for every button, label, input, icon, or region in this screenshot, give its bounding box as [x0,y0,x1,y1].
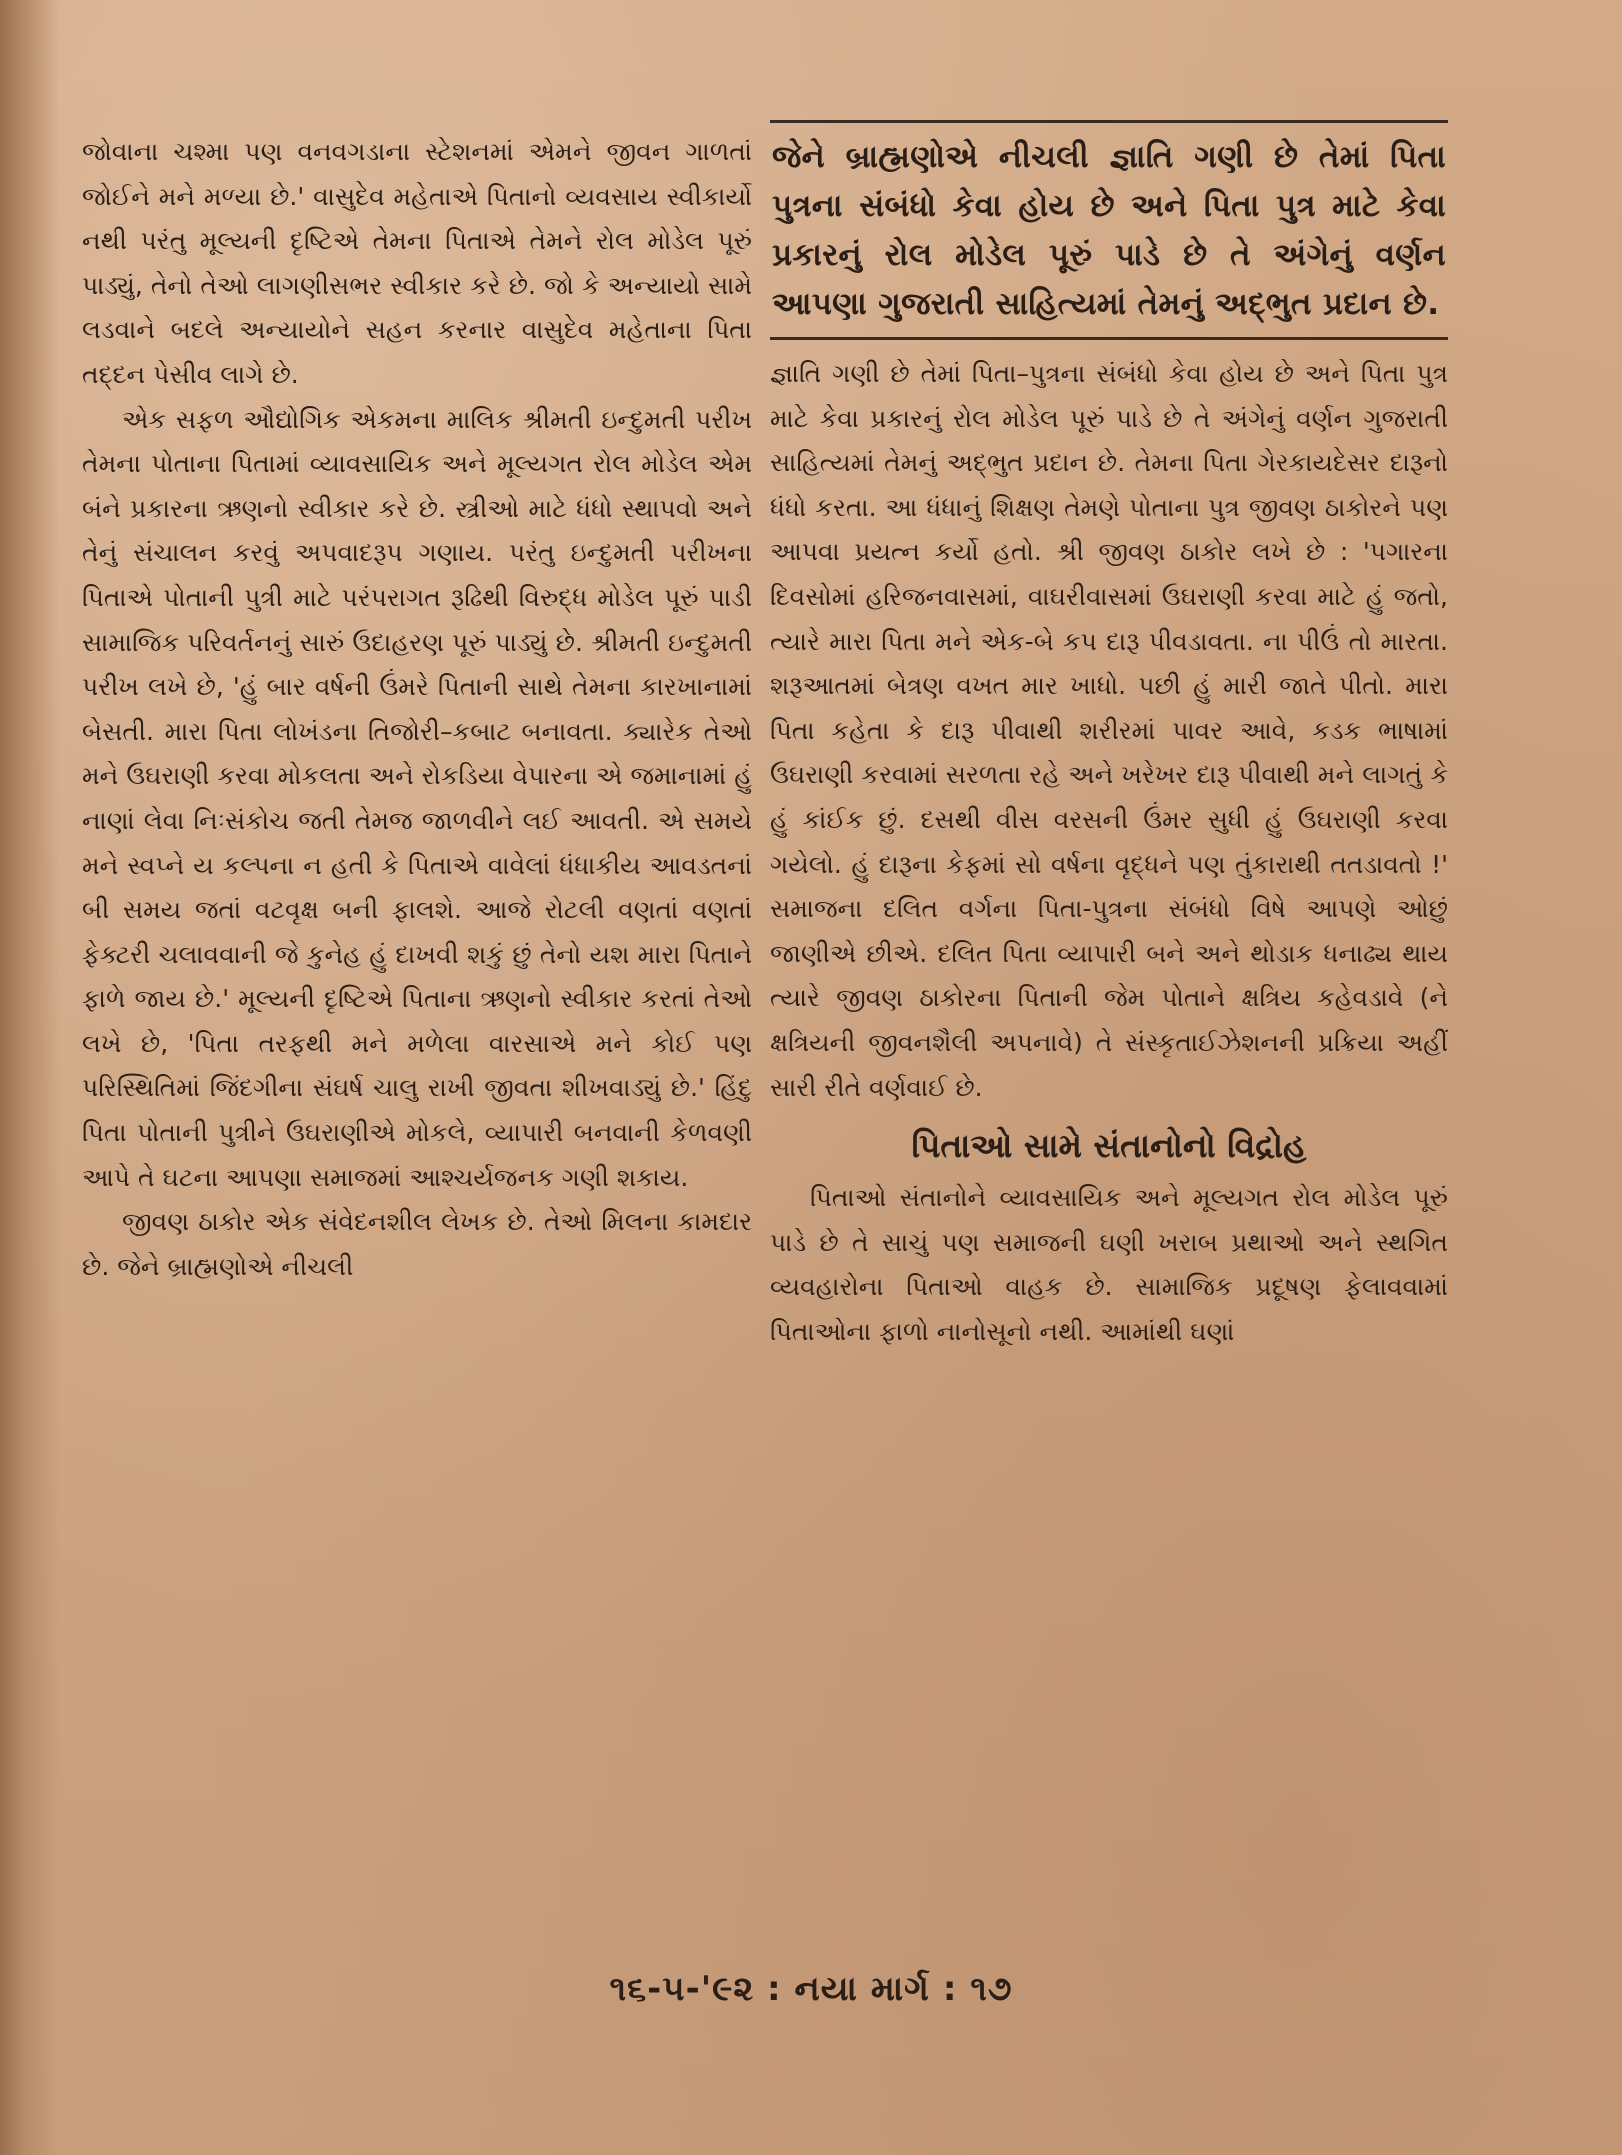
left-paragraph-3: જીવણ ઠાકોર એક સંવેદનશીલ લેખક છે. તેઓ મિલના કામદાર છે. જેને બ્રાહ્મણોએ નીચલી [82,1207,752,1281]
right-column [770,120,1448,1990]
left-paragraph-2: એક સફળ ઔદ્યોગિક એકમના માલિક શ્રીમતી ઇન્દુમતી પરીખ તેમના પોતાના પિતામાં વ્યાવસાયિક અને મૂલ્યગત રોલ મોડેલ એમ બંને પ્રકારના ઋણનો સ્વીકાર કરે છે. સ્ત્રીઓ માટે ધંધો સ્થાપવો અને તેનું સંચાલન કરવું અપવાદરૂપ ગણાય. પરંતુ ઇન્દુમતી પરીખના પિતાએ પોતાની પુત્રી માટે પરંપરાગત રૂઢિથી વિરુદ્ધ મોડેલ પૂરું પાડી સામાજિક પરિવર્તનનું સારું ઉદાહરણ પૂરું પાડ્યું છે. શ્રીમતી ઇન્દુમતી પરીખ લખે છે, 'હું બાર વર્ષની ઉંમરે પિતાની સાથે તેમના કારખાનામાં બેસતી. મારા પિતા લોખંડના તિજોરી–કબાટ બનાવતા. ક્યારેક તેઓ મને ઉઘરાણી કરવા મોકલતા અને રોકડિયા વેપારના એ જમાનામાં હું નાણાં લેવા નિઃસંકોચ જતી તેમજ જાળવીને લઈ આવતી. એ સમયે મને સ્વપ્ને ય કલ્પના ન હતી કે પિતાએ વાવેલાં ધંધાકીય આવડતનાં બી સમય જતાં વટવૃક્ષ બની ફાલશે. આજે રોટલી વણતાં વણતાં ફેક્ટરી ચલાવવાની જે કુનેહ હું દાખવી શકું છું તેનો યશ મારા પિતાને ફાળે જાય છે.' મૂલ્યની દૃષ્ટિએ પિતાના ઋણનો સ્વીકાર કરતાં તેઓ લખે છે, 'પિતા તરફથી મને મળેલા વારસાએ મને કોઈ પણ પરિસ્થિતિમાં જિંદગીના સંઘર્ષ ચાલુ રાખી જીવતા શીખવાડ્યું છે.' હિંદુ પિતા પોતાની પુત્રીને ઉઘરાણીએ મોકલે, વ્યાપારી બનવાની કેળવણી આપે તે ઘટના આપણા સમાજમાં આશ્ચર્યજનક ગણી શકાય. [82,404,752,1192]
left-column [82,130,752,1990]
section-subheading: પિતાઓ સામે સંતાનોનો વિદ્રોહ [911,1126,1307,1166]
pull-quote-text: જેને બ્રાહ્મણોએ નીચલી જ્ઞાતિ ગણી છે તેમાં પિતા પુત્રના સંબંધો કેવા હોય છે અને પિતા પુત્ર માટે કેવા પ્રકારનું રોલ મોડેલ પૂરું પાડે છે તે અંગેનું વર્ણન આપણા ગુજરાતી સાહિત્યમાં તેમનું અદ્ભુત પ્રદાન છે. [772,139,1446,322]
pull-quote-box [770,120,1448,340]
page-edge-shadow [0,0,60,2155]
page-footer: ૧૬-૫-'૯૨ : નયા માર્ગ : ૧૭ [609,1969,1013,2009]
right-paragraph-1: જ્ઞાતિ ગણી છે તેમાં પિતા–પુત્રના સંબંધો કેવા હોય છે અને પિતા પુત્ર માટે કેવા પ્રકારનું રોલ મોડેલ પૂરું પાડે છે તે અંગેનું વર્ણન ગુજરાતી સાહિત્યમાં તેમનું અદ્ભુત પ્રદાન છે. તેમના પિતા ગેરકાયદેસર દારૂનો ધંધો કરતા. આ ધંધાનું શિક્ષણ તેમણે પોતાના પુત્ર જીવણ ઠાકોરને પણ આપવા પ્રયત્ન કર્યો હતો. શ્રી જીવણ ઠાકોર લખે છે : 'પગારના દિવસોમાં હરિજનવાસમાં, વાઘરીવાસમાં ઉઘરાણી કરવા માટે હું જતો, ત્યારે મારા પિતા મને એક-બે કપ દારૂ પીવડાવતા. ના પીઉં તો મારતા. શરૂઆતમાં બેત્રણ વખત માર ખાધો. પછી હું મારી જાતે પીતો. મારા પિતા કહેતા કે દારૂ પીવાથી શરીરમાં પાવર આવે, કડક ભાષામાં ઉઘરાણી કરવામાં સરળતા રહે અને ખરેખર દારૂ પીવાથી મને લાગતું કે હું કાંઈક છું. દસથી વીસ વરસની ઉંમર સુધી હું ઉઘરાણી કરવા ગયેલો. હું દારૂના કેફમાં સો વર્ષના વૃદ્ધને પણ તુંકારાથી તતડાવતો !' સમાજના દલિત વર્ગના પિતા-પુત્રના સંબંધો વિષે આપણે ઓછું જાણીએ છીએ. દલિત પિતા વ્યાપારી બને અને થોડાક ધનાઢ્ય થાય ત્યારે જીવણ ઠાકોરના પિતાની જેમ પોતાને ક્ષત્રિય કહેવડાવે (ને ક્ષત્રિયની જીવનશૈલી અપનાવે) તે સંસ્કૃતાઈઝેશનની પ્રક્રિયા અહીં સારી રીતે વર્ણવાઈ છે. [770,359,1448,1102]
right-paragraph-2: પિતાઓ સંતાનોને વ્યાવસાયિક અને મૂલ્યગત રોલ મોડેલ પૂરું પાડે છે તે સાચું પણ સમાજની ઘણી ખરાબ પ્રથાઓ અને સ્થગિત વ્યવહારોના પિતાઓ વાહક છે. સામાજિક પ્રદૂષણ ફેલાવવામાં પિતાઓના ફાળો નાનોસૂનો નથી. આમાંથી ઘણાં [770,1183,1448,1346]
left-paragraph-1: જોવાના ચશ્મા પણ વનવગડાના સ્ટેશનમાં એમને જીવન ગાળતાં જોઈને મને મળ્યા છે.' વાસુદેવ મહેતાએ પિતાનો વ્યવસાય સ્વીકાર્યો નથી પરંતુ મૂલ્યની દૃષ્ટિએ તેમના પિતાએ તેમને રોલ મોડેલ પૂરું પાડ્યું, તેનો તેઓ લાગણીસભર સ્વીકાર કરે છે. જો કે અન્યાયો સામે લડવાને બદલે અન્યાયોને સહન કરનાર વાસુદેવ મહેતાના પિતા તદ્દન પેસીવ લાગે છે. [82,137,752,389]
